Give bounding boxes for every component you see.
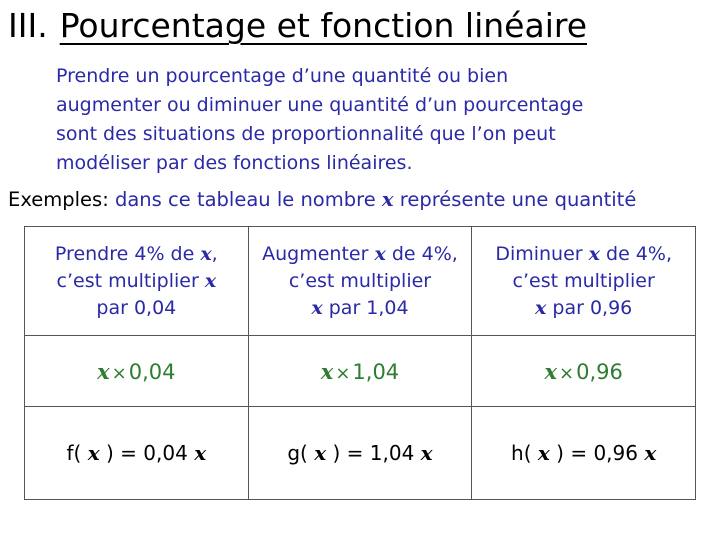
header-text: de 4%, <box>391 242 458 265</box>
variable-x: x <box>311 296 323 319</box>
intro-line: sont des situations de proportionnalité que l’on peut <box>56 123 556 145</box>
intro-line: modéliser par des fonctions linéaires. <box>56 152 413 174</box>
header-line <box>25 241 248 268</box>
product-cell <box>248 336 472 407</box>
header-text: c’est multiplier <box>512 269 655 292</box>
variable-x: x <box>87 441 100 465</box>
function-text: ) = 0,04 <box>106 441 188 465</box>
product-cell <box>25 336 249 407</box>
function-text: g( <box>287 441 308 465</box>
header-cell-decrease <box>472 227 696 336</box>
header-line <box>25 268 248 295</box>
examples-text-after: représente une quantité <box>399 188 637 211</box>
product-factor: 0,96 <box>576 359 623 384</box>
function-text: ) = 1,04 <box>332 441 415 465</box>
header-line <box>249 241 472 268</box>
function-text: ) = 0,96 <box>556 441 638 465</box>
section-number: III. <box>8 6 48 45</box>
variable-x: x <box>420 441 433 465</box>
variable-x: x <box>544 358 557 384</box>
product-factor: 0,04 <box>128 359 176 384</box>
product-factor: 1,04 <box>352 359 400 384</box>
product-cell <box>472 336 696 407</box>
function-cell <box>248 407 472 500</box>
examples-line <box>8 188 636 211</box>
section-title: Pourcentage et fonction linéaire <box>59 6 588 45</box>
examples-text-before: dans ce tableau le nombre <box>114 188 376 211</box>
header-text: par 1,04 <box>328 296 409 319</box>
variable-x: x <box>588 242 600 265</box>
function-text: f( <box>66 441 82 465</box>
header-text: Prendre 4% de <box>54 242 195 265</box>
variable-x: x <box>97 358 110 384</box>
header-line <box>249 268 472 295</box>
function-text: h( <box>511 441 532 465</box>
header-text: Augmenter <box>262 242 369 265</box>
variable-x: x <box>194 441 207 465</box>
page-title <box>8 6 587 45</box>
header-line <box>249 295 472 322</box>
header-text: c’est multiplier <box>56 269 199 292</box>
multiply-sign: × <box>558 362 575 384</box>
product-row <box>25 336 696 407</box>
intro-line: Prendre un pourcentage d’une quantité ou bien <box>56 65 509 87</box>
variable-x: x <box>200 242 212 265</box>
variable-x: x <box>314 441 327 465</box>
examples-text <box>115 188 636 211</box>
header-line <box>25 295 248 322</box>
intro-line: augmenter ou diminuer une quantité d’un pourcentage <box>56 94 584 116</box>
header-text: de 4%, <box>606 242 672 265</box>
variable-x: x <box>374 242 386 265</box>
variable-x: x <box>320 358 334 384</box>
header-text: c’est multiplier <box>288 269 432 292</box>
multiply-sign: × <box>111 362 127 384</box>
variable-x: x <box>644 441 657 465</box>
intro-paragraph <box>56 62 696 178</box>
variable-x: x <box>204 269 217 292</box>
header-text: , <box>211 242 218 265</box>
header-text: par 0,96 <box>552 296 633 319</box>
examples-variable: x <box>381 188 394 211</box>
header-text: par 0,04 <box>96 296 177 319</box>
function-cell <box>25 407 249 500</box>
function-row <box>25 407 696 500</box>
percentage-table <box>24 226 696 500</box>
header-text: Diminuer <box>495 242 583 265</box>
variable-x: x <box>535 296 547 319</box>
examples-label: Exemples: <box>8 188 109 211</box>
header-line <box>472 268 695 295</box>
header-line <box>472 241 695 268</box>
header-cell-take <box>25 227 249 336</box>
header-cell-increase <box>248 227 472 336</box>
function-cell <box>472 407 696 500</box>
multiply-sign: × <box>335 362 351 384</box>
header-row <box>25 227 696 336</box>
header-line <box>472 295 695 322</box>
variable-x: x <box>537 441 550 465</box>
